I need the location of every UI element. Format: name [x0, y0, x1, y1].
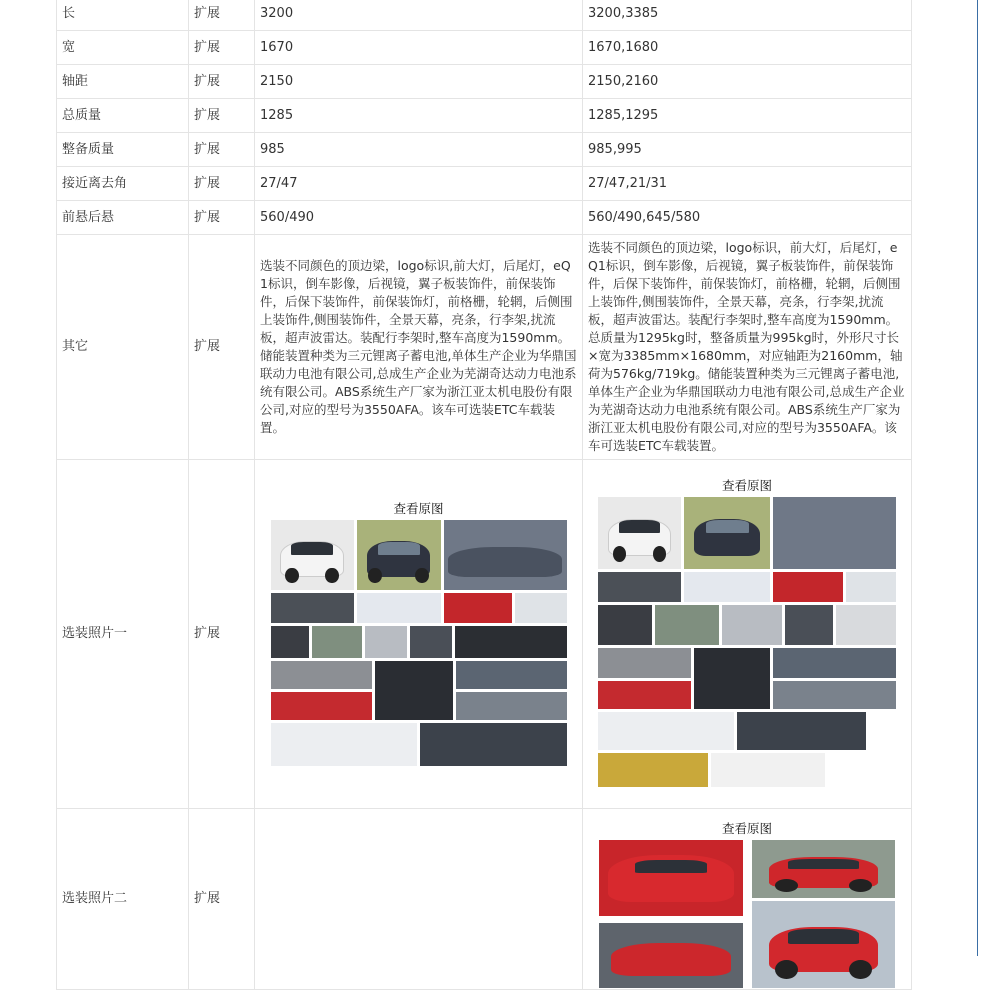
- table-row: [57, 99, 912, 133]
- car-photo: [443, 519, 568, 591]
- table-row: [57, 167, 912, 201]
- view-original-link[interactable]: 查看原图: [393, 501, 444, 516]
- param-name: 接近离去角: [57, 167, 189, 201]
- car-photo: [270, 722, 418, 767]
- param-name: 长: [57, 0, 189, 31]
- car-photo: [772, 571, 844, 603]
- change-type: 扩展: [189, 99, 255, 133]
- car-photo: [597, 680, 692, 710]
- view-original-link[interactable]: 查看原图: [721, 821, 772, 836]
- param-name: 前悬后悬: [57, 201, 189, 235]
- change-type: 扩展: [189, 133, 255, 167]
- car-photo: [270, 592, 355, 624]
- table-row-other: [57, 235, 912, 460]
- value-before: 2150: [255, 65, 583, 99]
- car-photo: [845, 571, 897, 603]
- photo2-before-cell: [255, 809, 583, 990]
- car-photo: [751, 900, 896, 989]
- table-row: [57, 133, 912, 167]
- change-type: 扩展: [189, 31, 255, 65]
- value-before: 560/490: [255, 201, 583, 235]
- car-photo: [597, 752, 709, 788]
- car-photo: [772, 647, 897, 679]
- value-after: 2150,2160: [583, 65, 912, 99]
- change-type: 扩展: [189, 460, 255, 809]
- car-photo: [409, 625, 453, 659]
- car-photo: [683, 571, 771, 603]
- param-name: 总质量: [57, 99, 189, 133]
- table-row: [57, 0, 912, 31]
- page-right-border: [977, 0, 978, 956]
- car-photo: [311, 625, 363, 659]
- car-photo: [721, 604, 783, 646]
- value-before: 1670: [255, 31, 583, 65]
- other-after-text: 选装不同颜色的顶边梁，logo标识，前大灯，后尾灯，eQ1标识，倒车影像，后视镜，翼子板装饰件，前保装饰件，后保下装饰件，前保装饰灯，前格栅，轮辋，后侧围上装饰件,侧围装饰件，全景天幕，亮条，行李架,扰流板，超声波雷达。装配行李架时,整车高度为1590mm。总质量为1295kg时，整备质量为995kg时，外形尺寸长×宽为3385mm×1680mm，对应轴距为2160mm，轴荷为576kg/719kg。储能装置种类为三元锂离子蓄电池,单体生产企业为华鼎国联动力电池有限公司,总成生产企业为芜湖奇达动力电池系统有限公司。ABS系统生产厂家为浙江亚太机电股份有限公司,对应的型号为3550AFA。该车可选装ETC车载装置。: [583, 235, 912, 460]
- param-name: 其它: [57, 235, 189, 460]
- car-photo: [270, 691, 373, 721]
- value-after: 3200,3385: [583, 0, 912, 31]
- car-photo: [356, 592, 442, 624]
- table-row: [57, 31, 912, 65]
- value-after: 985,995: [583, 133, 912, 167]
- car-photo: [597, 647, 692, 679]
- change-type: 扩展: [189, 65, 255, 99]
- option-photo-collage[interactable]: [270, 519, 568, 767]
- car-photo: [455, 660, 568, 690]
- car-photo: [784, 604, 834, 646]
- car-photo: [419, 722, 568, 767]
- car-photo: [514, 592, 568, 624]
- value-before: 3200: [255, 0, 583, 31]
- car-photo: [654, 604, 720, 646]
- param-name: 选装照片二: [57, 809, 189, 990]
- change-type: 扩展: [189, 235, 255, 460]
- param-name: 整备质量: [57, 133, 189, 167]
- car-photo: [270, 519, 355, 591]
- car-photo: [270, 625, 310, 659]
- change-type: 扩展: [189, 809, 255, 990]
- car-photo: [710, 752, 826, 788]
- value-after: 1670,1680: [583, 31, 912, 65]
- car-photo: [597, 496, 682, 570]
- param-name: 选装照片一: [57, 460, 189, 809]
- table-row-photo-1: [57, 460, 912, 809]
- car-photo: [693, 647, 771, 710]
- car-photo: [455, 691, 568, 721]
- view-original-link[interactable]: 查看原图: [721, 478, 772, 493]
- change-type: 扩展: [189, 167, 255, 201]
- car-photo: [270, 660, 373, 690]
- value-before: 1285: [255, 99, 583, 133]
- value-after: 27/47,21/31: [583, 167, 912, 201]
- option-photo-collage[interactable]: [597, 496, 897, 790]
- other-before-text: 选装不同颜色的顶边梁，logo标识,前大灯，后尾灯，eQ1标识，倒车影像，后视镜，翼子板装饰件，前保装饰件，后保下装饰件，前保装饰灯，前格栅，轮辋，后侧围上装饰件,侧围装饰件，全景天幕，亮条，行李架,扰流板，超声波雷达。装配行李架时,整车高度为1590mm。储能装置种类为三元锂离子蓄电池,单体生产企业为华鼎国联动力电池有限公司,总成生产企业为芜湖奇达动力电池系统有限公司。ABS系统生产厂家为浙江亚太机电股份有限公司,对应的型号为3550AFA。该车可选装ETC车载装置。: [255, 235, 583, 460]
- car-photo: [454, 625, 568, 659]
- car-photo: [364, 625, 408, 659]
- car-photo: [597, 711, 735, 751]
- value-before: 27/47: [255, 167, 583, 201]
- car-photo: [835, 604, 897, 646]
- photo2-after-cell: [583, 809, 912, 990]
- change-type: 扩展: [189, 0, 255, 31]
- car-photo: [597, 604, 653, 646]
- car-photo: [443, 592, 513, 624]
- value-after: 1285,1295: [583, 99, 912, 133]
- param-name: 轴距: [57, 65, 189, 99]
- param-name: 宽: [57, 31, 189, 65]
- car-photo: [736, 711, 867, 751]
- car-photo: [356, 519, 442, 591]
- table-row: [57, 65, 912, 99]
- car-photo: [683, 496, 771, 570]
- car-photo: [751, 839, 896, 899]
- spec-comparison-table: [56, 0, 912, 990]
- option-photo-collage[interactable]: [598, 839, 896, 989]
- car-photo: [598, 839, 744, 917]
- table-row: [57, 201, 912, 235]
- value-after: 560/490,645/580: [583, 201, 912, 235]
- table-row-photo-2: [57, 809, 912, 990]
- car-photo: [597, 571, 682, 603]
- value-before: 985: [255, 133, 583, 167]
- photo1-after-cell: [583, 460, 912, 809]
- car-photo: [772, 680, 897, 710]
- photo1-before-cell: [255, 460, 583, 809]
- change-type: 扩展: [189, 201, 255, 235]
- car-photo: [374, 660, 454, 721]
- car-photo: [772, 496, 897, 570]
